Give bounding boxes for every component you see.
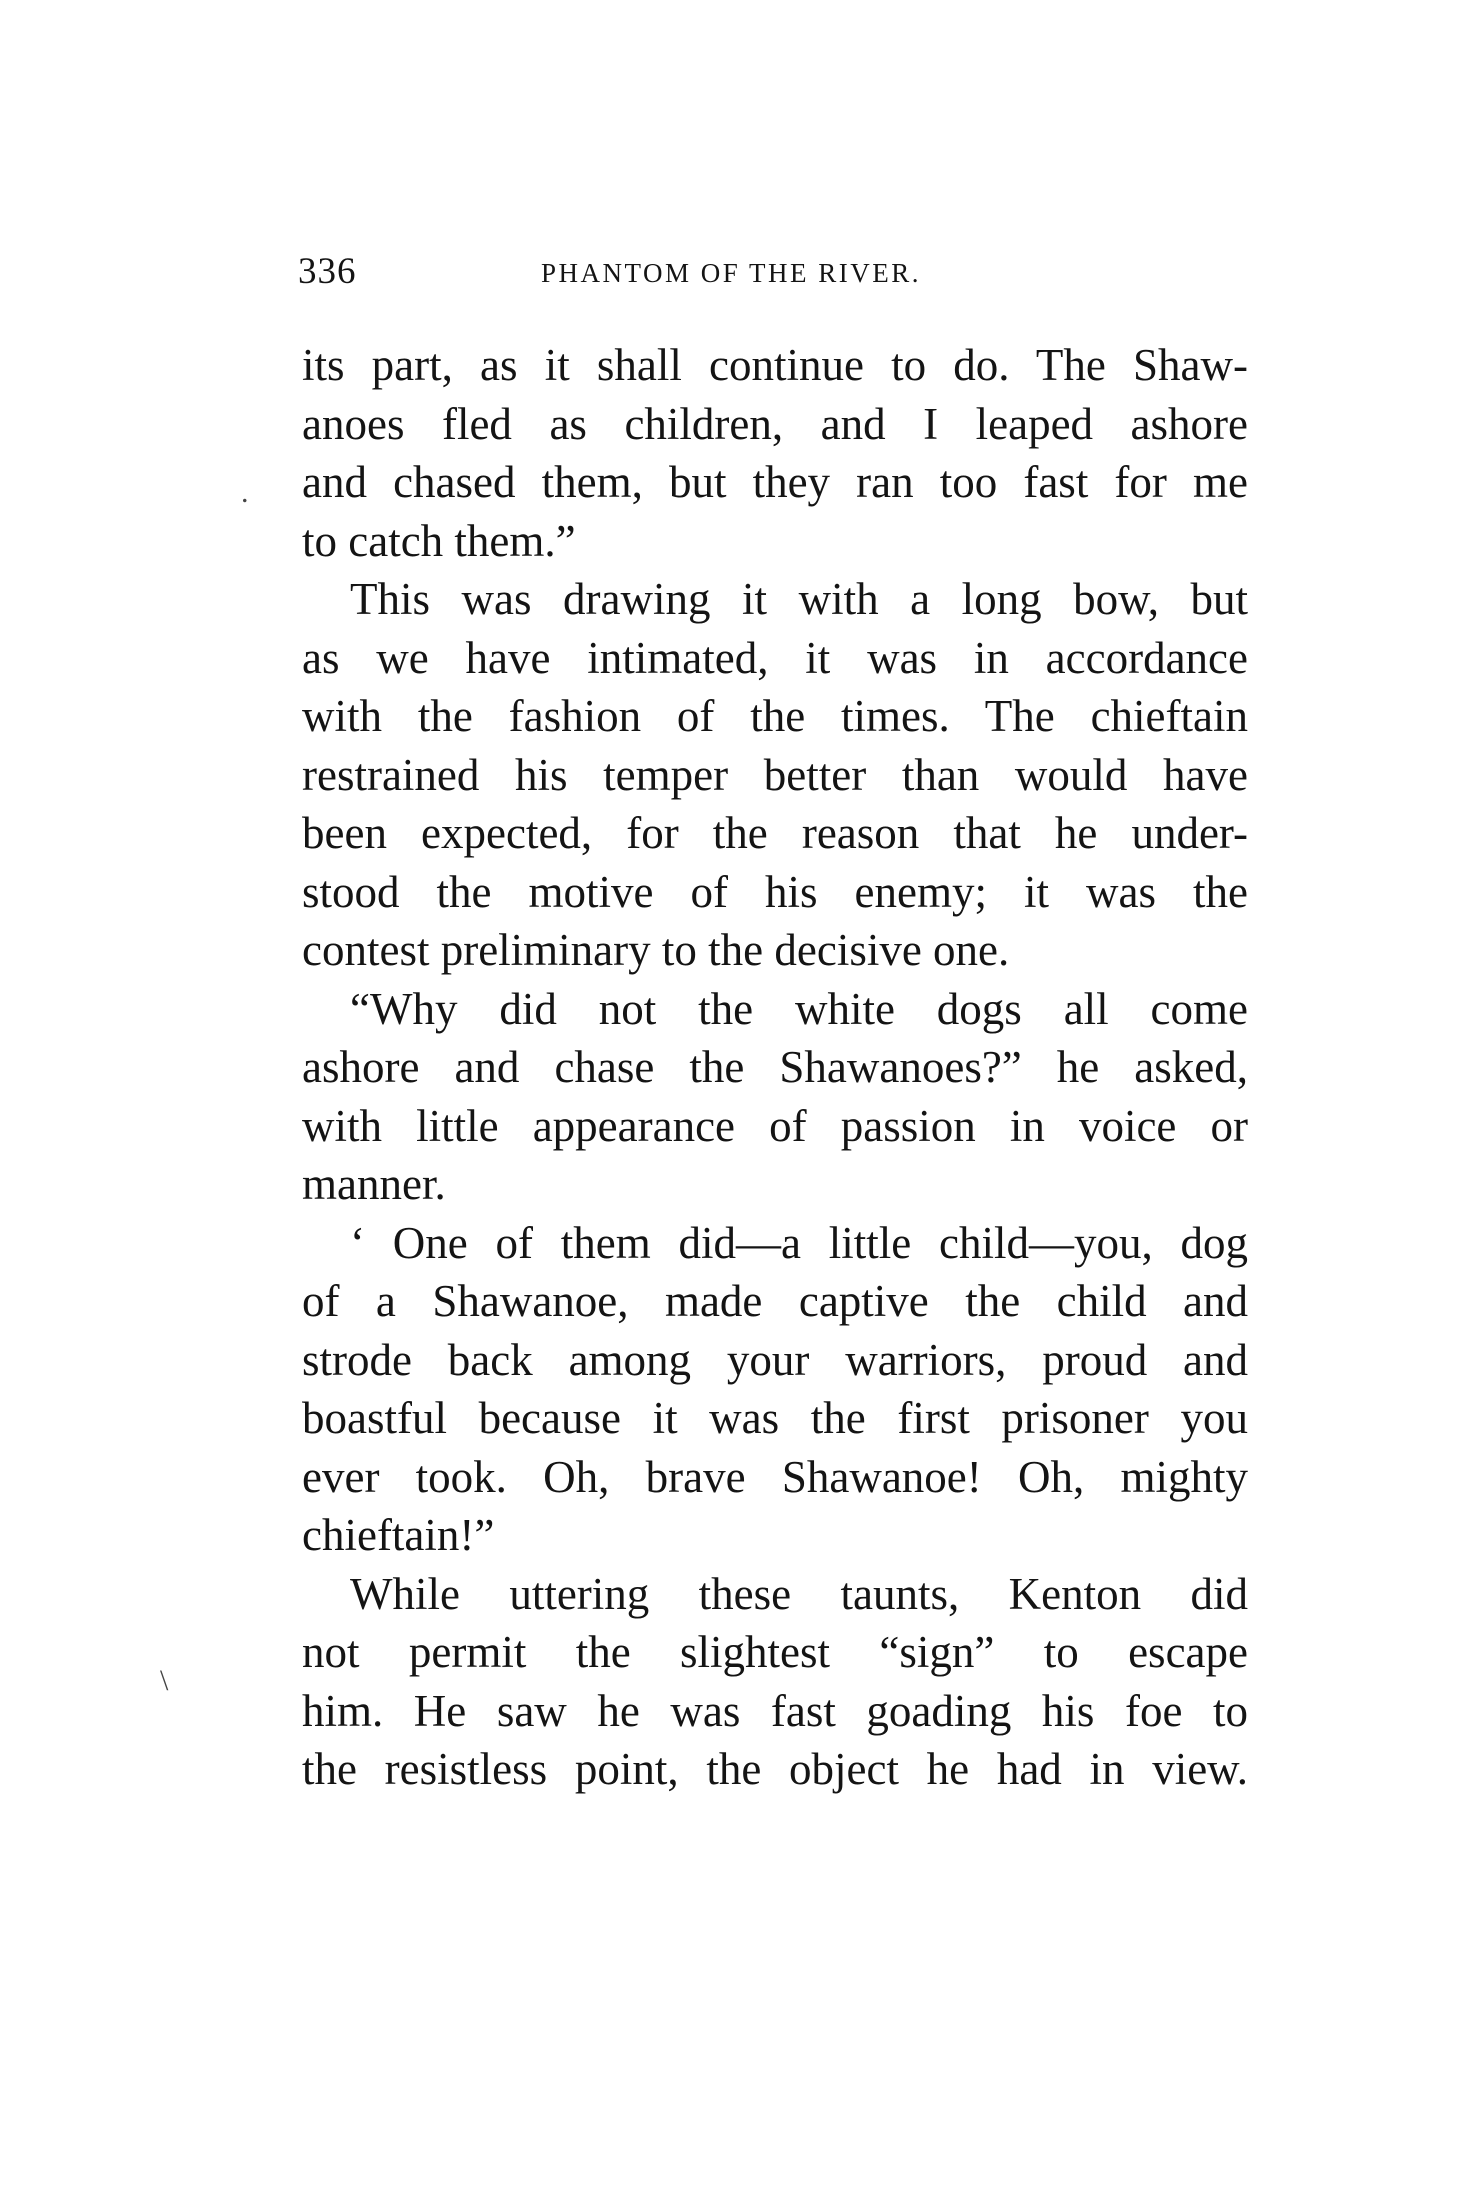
text-line: “Why did not the white dogs all come: [350, 983, 1248, 1034]
text-line: not permit the slightest “sign” to escape: [302, 1627, 1248, 1677]
text-line: strode back among your warriors, proud and: [302, 1334, 1248, 1385]
text-line: with little appearance of passion in voice or: [302, 1100, 1248, 1151]
text-line: and chased them, but they ran too fast for me: [302, 457, 1248, 507]
text-line: restrained his temper better than would have: [302, 749, 1248, 800]
page-header: [298, 250, 1238, 300]
body-text: [302, 336, 1248, 1799]
text-line: as we have intimated, it was in accordance: [302, 632, 1248, 683]
text-line: boastful because it was the first prisoner you: [302, 1393, 1248, 1443]
text-line: with the fashion of the times. The chieftain: [302, 691, 1248, 741]
text-line: stood the motive of his enemy; it was the: [302, 866, 1248, 917]
text-line: ashore and chase the Shawanoes?” he asked,: [302, 1042, 1248, 1092]
text-line: of a Shawanoe, made captive the child and: [302, 1276, 1248, 1326]
margin-mark: .: [241, 476, 249, 509]
text-line: chieftain!”: [302, 1510, 495, 1560]
text-line: been expected, for the reason that he under-: [302, 808, 1248, 858]
text-line: manner.: [302, 1159, 446, 1209]
text-line: its part, as it shall continue to do. The Shaw-: [302, 340, 1248, 390]
margin-mark: \: [160, 1664, 169, 1697]
text-line: the resistless point, the object he had in view.: [302, 1744, 1248, 1794]
text-line: ever took. Oh, brave Shawanoe! Oh, mighty: [302, 1451, 1248, 1502]
text-line: anoes fled as children, and I leaped ashore: [302, 398, 1248, 449]
text-line: him. He saw he was fast goading his foe to: [302, 1685, 1248, 1736]
page-number: 336: [298, 251, 357, 292]
text-line: This was drawing it with a long bow, but: [350, 574, 1248, 624]
text-line: While uttering these taunts, Kenton did: [350, 1568, 1248, 1619]
running-title: PHANTOM OF THE RIVER.: [541, 258, 922, 288]
text-line: contest preliminary to the decisive one.: [302, 925, 1010, 975]
text-line: to catch them.”: [302, 515, 576, 566]
text-line: ‘ One of them did—a little child—you, dog: [350, 1217, 1248, 1268]
